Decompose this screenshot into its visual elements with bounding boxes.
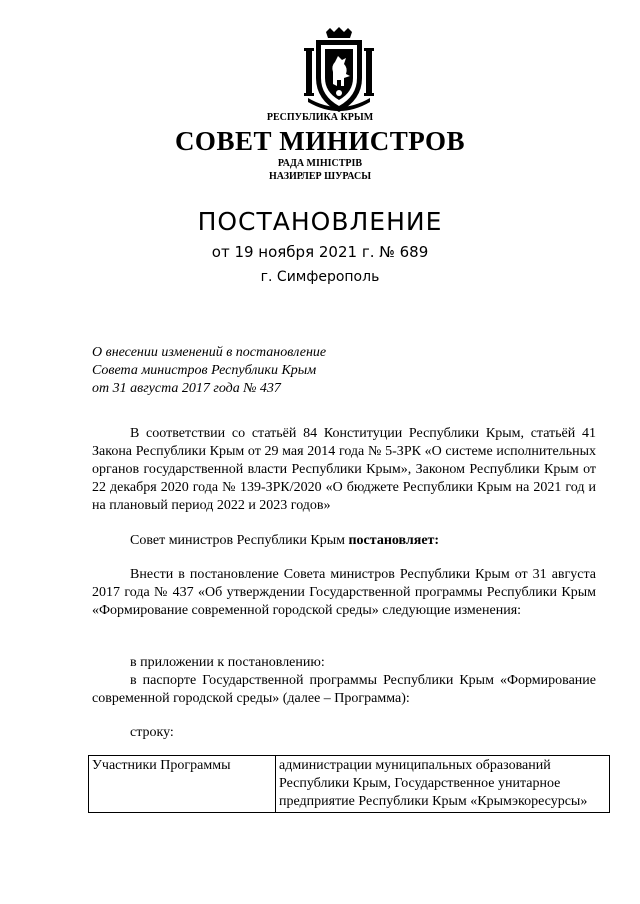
subject-line: от 31 августа 2017 года № 437 xyxy=(92,381,281,396)
subject-line: Совета министров Республики Крым xyxy=(92,363,317,378)
crimea-coat-of-arms-icon xyxy=(300,26,378,116)
document-date-number: от 19 ноября 2021 г. № 689 xyxy=(211,243,429,261)
appendix-paragraph: в приложении к постановлению: xyxy=(130,655,325,670)
program-participants-table xyxy=(88,755,610,813)
table-row xyxy=(89,756,610,813)
passport-paragraph: в паспорте Государственной программы Республики Крым «Формирование современной городской среды» (далее – Программа): xyxy=(92,673,596,706)
resolves-text: Совет министров Республики Крым xyxy=(130,533,349,548)
table-cell-label: Участники Программы xyxy=(89,756,276,813)
table-cell-value: администрации муниципальных образований Республики Крым, Государственное унитарное предприятие Республики Крым «Крымэкоресурсы» xyxy=(276,756,610,813)
header-council: СОВЕТ МИНИСТРОВ xyxy=(174,126,466,156)
resolves-keyword: постановляет: xyxy=(348,533,440,548)
preamble-paragraph: В соответствии со статьёй 84 Конституции Республики Крым, статьёй 41 Закона Республики Крым от 29 мая 2014 года № 5-ЗРК «О системе исполнительных органов государственной власти Республики Крым», Законом Республики Крым от 22 декабря 2020 года № 139-ЗРК/2020 «О бюджете Республики Крым на 2021 год и на плановый период 2022 и 2023 годов» xyxy=(92,426,596,513)
amend-paragraph: Внести в постановление Совета министров Республики Крым от 31 августа 2017 года № 437 «Об утверждении Государственной программы Республики Крым «Формирование современной городской среды» следующие изменения: xyxy=(92,567,596,618)
row-label-paragraph: строку: xyxy=(130,725,174,740)
header-republic: РЕСПУБЛИКА КРЫМ xyxy=(266,112,374,123)
resolves-paragraph xyxy=(92,532,596,550)
header-nazirler: НАЗИРЛЕР ШУРАСЫ xyxy=(268,171,372,182)
document-subject xyxy=(92,344,326,398)
header-rada: РАДА МІНІСТРІВ xyxy=(277,158,363,169)
document-city: г. Симферополь xyxy=(260,269,380,285)
document-type: ПОСТАНОВЛЕНИЕ xyxy=(197,207,443,236)
subject-line: О внесении изменений в постановление xyxy=(92,345,327,360)
